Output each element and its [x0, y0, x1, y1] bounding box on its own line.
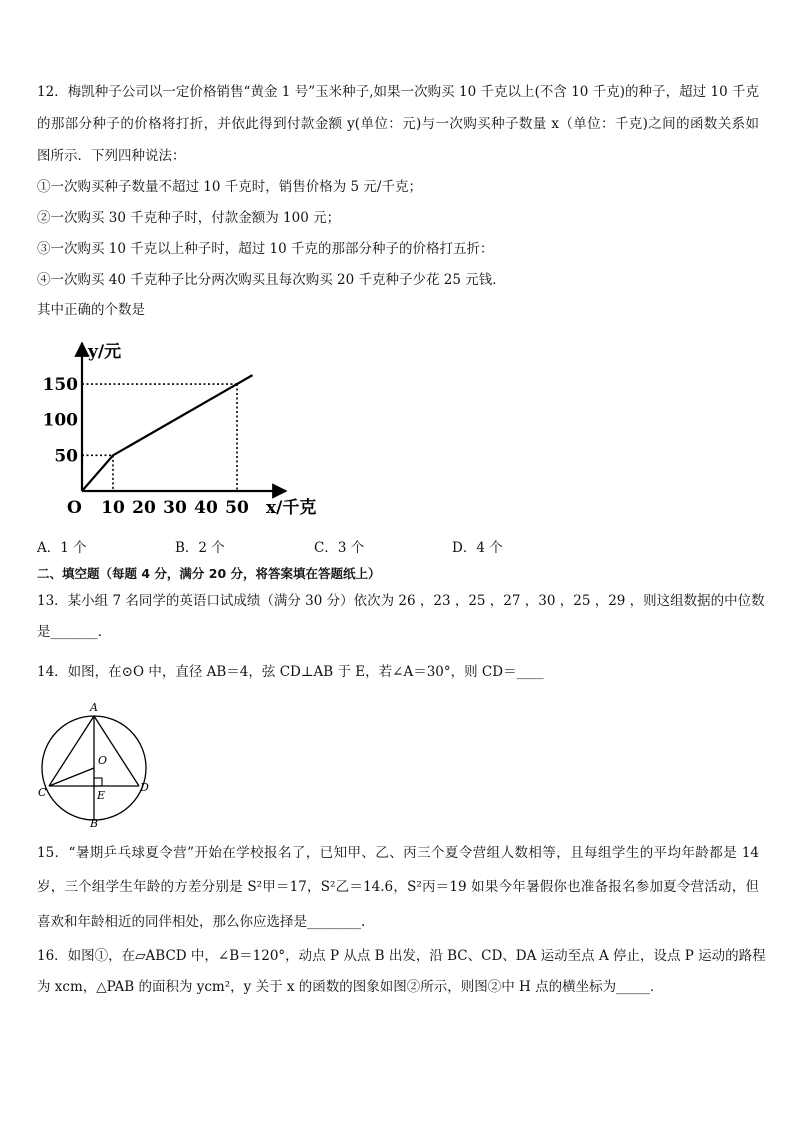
- q12-statement-3: ③一次购买 10 千克以上种子时，超过 10 千克的那部分种子的价格打五折：: [37, 241, 494, 257]
- y-axis-label: y/元: [88, 342, 122, 362]
- choice-b: B．2 个: [175, 540, 225, 556]
- point-d: D: [140, 781, 149, 794]
- q12-function-graph: [42, 333, 348, 525]
- y-tick-label-100: 100: [42, 410, 78, 431]
- segment-ac: [49, 716, 94, 786]
- q14-text: 14．如图，在⊙O 中，直径 AB＝4，弦 CD⊥AB 于 E，若∠A＝30°，则 CD＝____: [37, 664, 544, 680]
- q16-line-1: 16．如图①，在▱ABCD 中，∠B＝120°，动点 P 从点 B 出发，沿 BC、CD、DA 运动至点 A 停止，设点 P 运动的路程: [37, 948, 766, 964]
- x-tick-label-10: 10: [101, 498, 125, 518]
- point-a: A: [90, 701, 98, 714]
- q16-line-2: 为 xcm，△PAB 的面积为 ycm²，y 关于 x 的函数的图象如图②所示，则图②中 H 点的横坐标为_____．: [37, 979, 664, 995]
- point-e: E: [97, 789, 106, 802]
- x-tick-label-20: 20: [132, 498, 156, 518]
- x-tick-label-50: 50: [225, 498, 249, 518]
- point-b: B: [90, 817, 99, 830]
- point-o: O: [98, 754, 108, 767]
- y-tick-label-50: 50: [54, 446, 78, 467]
- q12-question: 其中正确的个数是: [37, 302, 145, 318]
- q12-statement-1: ①一次购买种子数量不超过 10 千克时，销售价格为 5 元/千克；: [37, 179, 422, 195]
- x-tick-label-40: 40: [194, 498, 218, 518]
- x-axis-label: x/千克: [266, 498, 317, 518]
- q12-line-1: 12．梅凯种子公司以一定价格销售“黄金 1 号”玉米种子,如果一次购买 10 千克以上(不含 10 千克)的种子，超过 10 千克: [37, 84, 759, 100]
- segment-oc: [49, 768, 94, 786]
- q12-statement-4: ④一次购买 40 千克种子比分两次购买且每次购买 20 千克种子少花 25 元钱．: [37, 272, 506, 288]
- right-angle-mark: [94, 778, 102, 786]
- choice-d: D．4 个: [452, 540, 503, 556]
- q13-line-2: 是_______．: [37, 624, 112, 640]
- segment-ad: [94, 716, 139, 786]
- origin-label: O: [67, 498, 82, 518]
- q15-line-1: 15．“暑期乒乓球夏令营”开始在学校报名了，已知甲、乙、丙三个夏令营组人数相等，且每组学生的平均年龄都是 14: [37, 845, 759, 861]
- payment-line: [82, 375, 253, 491]
- y-tick-label-150: 150: [42, 375, 78, 396]
- choice-c: C．3 个: [314, 540, 365, 556]
- x-tick-label-30: 30: [163, 498, 187, 518]
- q15-line-2: 岁，三个组学生年龄的方差分别是 S²甲＝17，S²乙＝14.6，S²丙＝19 如果今年暑假你也准备报名参加夏令营活动，但: [37, 879, 759, 895]
- point-c: C: [38, 786, 47, 799]
- section-heading: 二、填空题（每题 4 分，满分 20 分，将答案填在答题纸上）: [37, 566, 381, 581]
- q12-line-2: 的那部分种子的价格将打折，并依此得到付款金额 y(单位：元)与一次购买种子数量 x（单位：千克)之间的函数关系如: [37, 116, 759, 132]
- choice-a: A．1 个: [37, 540, 87, 556]
- q12-line-3: 图所示．下列四种说法：: [37, 148, 186, 164]
- q13-line-1: 13．某小组 7 名同学的英语口试成绩（满分 30 分）依次为 26 ，23 ，25 ，27 ，30 ，25 ，29 ，则这组数据的中位数: [37, 593, 765, 609]
- q14-circle-diagram: [36, 698, 156, 828]
- q15-line-3: 喜欢和年龄相近的同伴相处，那么你应选择是________.: [37, 914, 366, 930]
- q12-statement-2: ②一次购买 30 千克种子时，付款金额为 100 元；: [37, 210, 341, 226]
